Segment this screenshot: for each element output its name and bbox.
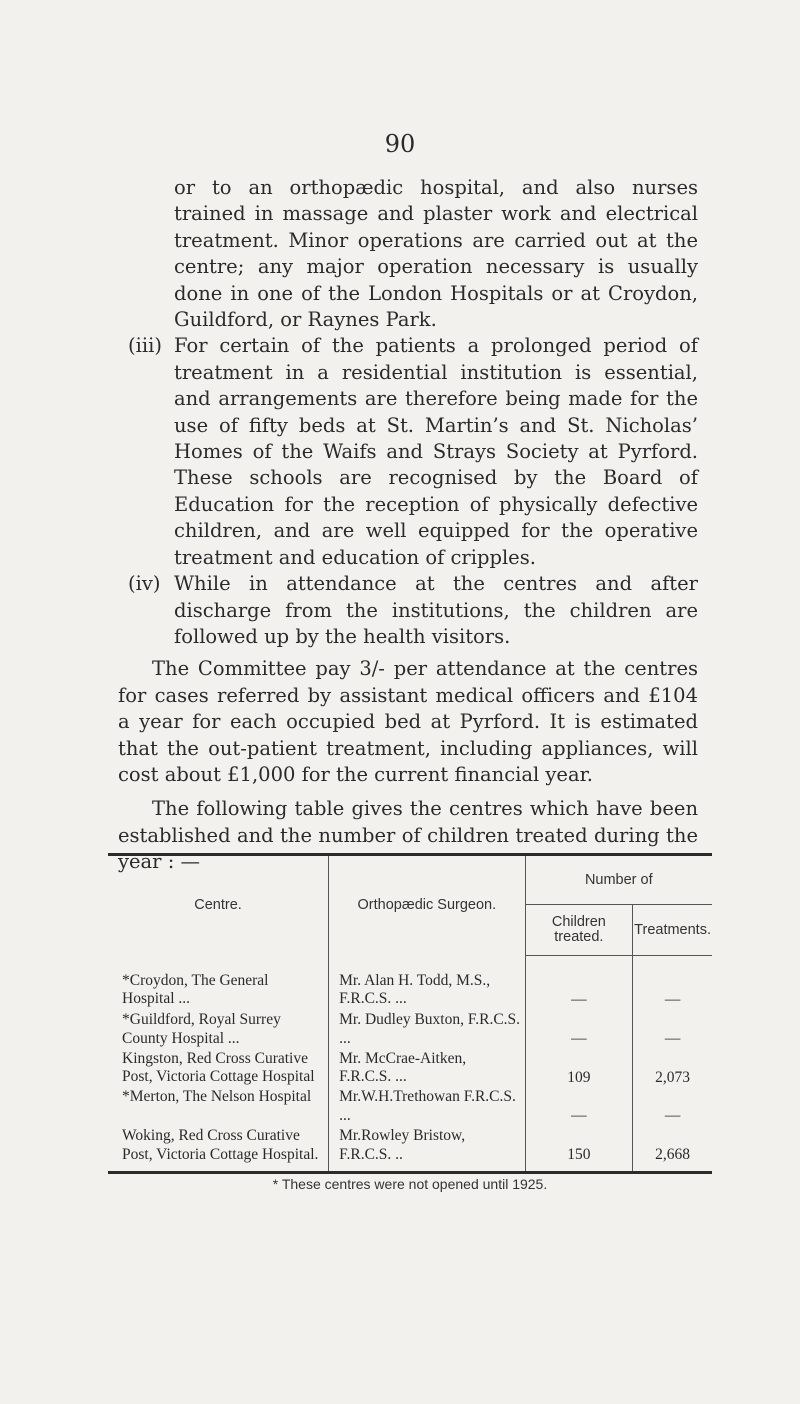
page-number: 90 (384, 130, 416, 158)
item-number: (iii) (128, 334, 162, 358)
table-row (108, 1050, 712, 1089)
centres-table-wrapper (108, 853, 712, 1192)
table-row (108, 1088, 712, 1127)
column-header-centre: Centre. (194, 897, 242, 914)
value-treatments: 2,668 (655, 1146, 691, 1164)
cell-centre: *Merton, The Nelson Hospital (122, 1088, 312, 1106)
cell-children (525, 1050, 633, 1089)
value-treatments: 2,073 (655, 1068, 691, 1086)
cell-children (525, 956, 633, 1011)
value-children: — (571, 1107, 587, 1125)
cell-centre: *Croydon, The General Hospital ... (122, 971, 269, 1008)
item-text: While in attendance at the centres and after discharge from the institutions, the children are followed up by the health visitors. (174, 572, 698, 648)
cell-surgeon: Mr.Rowley Bristow, F.R.C.S. .. (329, 1127, 525, 1172)
item-text: For certain of the patients a prolonged period of treatment in a residential institution is essential, and arrangements are therefore being made for the use of fifty beds at St. Martin’s and St. Nicholas’ Homes of the Waifs and Strays Society at Pyrford. These schools are recognised by the Board of Education for the reception of physically defective children, and are well equipped for the operative treatment and education of cripples. (174, 334, 698, 569)
column-header-treatments: Treatments. (633, 905, 712, 956)
paragraph-table-intro: The following table gives the centres which have been established and the number of children treated during the year : — (118, 797, 698, 874)
column-header-children: Children treated. (525, 905, 633, 956)
table-footnote: * These centres were not opened until 1925. (272, 1175, 548, 1192)
cell-treatments (633, 956, 712, 1011)
intro-continuation: or to an orthopædic hospital, and also nurses trained in massage and plaster work and electrical treatment. Minor operations are carried out at the centre; any major operation necessary is usually done in one of the London Hospitals or at Croydon, Guildford, or Raynes Park. (174, 176, 698, 332)
list-item-iii (118, 333, 698, 571)
value-treatments: — (664, 1107, 681, 1125)
cell-centre: *Guildford, Royal Surrey County Hospital ... (122, 1010, 281, 1047)
cell-surgeon: Mr. Dudley Buxton, F.R.C.S. ... (329, 1011, 525, 1050)
value-children: 109 (567, 1068, 591, 1086)
cell-children (525, 1127, 633, 1172)
cell-children (525, 1088, 633, 1127)
cell-surgeon: Mr. Alan H. Todd, M.S., F.R.C.S. ... (329, 956, 525, 1011)
item-number: (iv) (128, 572, 161, 596)
column-header-number-of: Number of (525, 855, 712, 905)
value-treatments: — (664, 991, 681, 1008)
cell-surgeon: Mr. McCrae-Aitken, F.R.C.S. ... (329, 1050, 525, 1089)
body-text (118, 175, 698, 876)
list-item-iv (118, 571, 698, 650)
cell-treatments (633, 1050, 712, 1089)
paragraph-costs: The Committee pay 3/- per attendance at the centres for cases referred by assistant medical officers and £104 a year for each occupied bed at Pyrford. It is estimated that the out-patient treatment, including appliances, will cost about £1,000 for the current financial year. (118, 657, 698, 786)
table-row (108, 1011, 712, 1050)
value-treatments: — (664, 1029, 681, 1047)
cell-children (525, 1011, 633, 1050)
cell-treatments (633, 1011, 712, 1050)
value-children: — (571, 1029, 587, 1047)
cell-surgeon: Mr.W.H.Trethowan F.R.C.S. ... (329, 1088, 525, 1127)
value-children: 150 (567, 1146, 591, 1164)
value-children: — (571, 991, 587, 1008)
cell-centre: Kingston, Red Cross Curative Post, Victoria Cottage Hospital (122, 1049, 315, 1086)
centres-table (108, 853, 712, 1174)
column-header-surgeon: Orthopædic Surgeon. (329, 855, 525, 956)
cell-treatments (633, 1127, 712, 1172)
table-row (108, 1127, 712, 1172)
cell-treatments (633, 1088, 712, 1127)
cell-centre: Woking, Red Cross Curative Post, Victoria Cottage Hospital. (122, 1127, 319, 1163)
table-row (108, 956, 712, 1011)
